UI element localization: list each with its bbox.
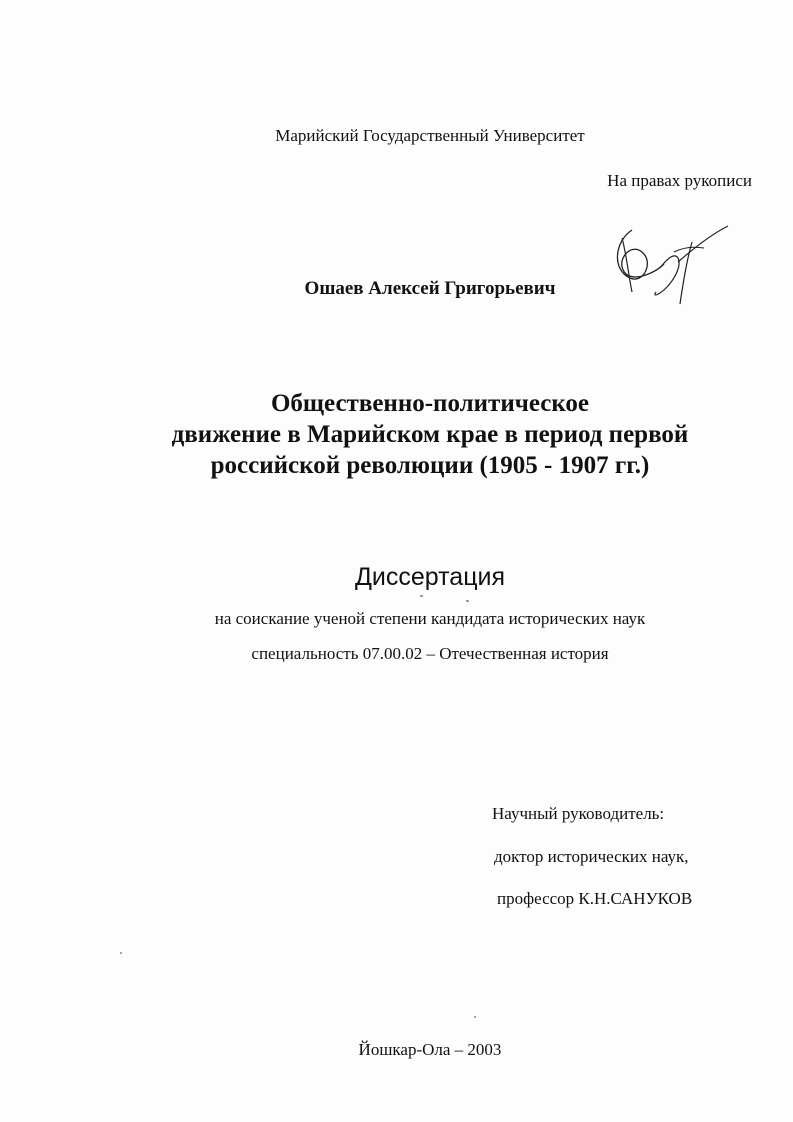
signature-icon — [604, 222, 732, 306]
scan-speck — [466, 600, 469, 602]
university-name: Марийский Государственный Университет — [275, 126, 585, 145]
scan-speck — [420, 595, 423, 597]
advisor-degree: доктор исторических наук, — [494, 847, 689, 866]
place-year: Йошкар-Ола – 2003 — [358, 1040, 502, 1059]
advisor-label: Научный руководитель: — [492, 804, 665, 823]
title-line-1: Общественно-политическое — [270, 390, 590, 417]
advisor-name: профессор К.Н.САНУКОВ — [497, 889, 693, 908]
author-name: Ошаев Алексей Григорьевич — [304, 278, 556, 299]
scan-speck — [474, 1016, 476, 1018]
degree-line: на соискание ученой степени кандидата исторических наук — [214, 609, 646, 628]
title-line-2: движение в Марийском крае в период первой — [171, 421, 689, 448]
scan-speck — [120, 952, 122, 954]
specialty-line: специальность 07.00.02 – Отечественная история — [251, 644, 609, 663]
document-type: Диссертация — [354, 563, 506, 591]
dissertation-title — [0, 388, 793, 481]
title-line-3: российской революции (1905 - 1907 гг.) — [210, 452, 650, 479]
manuscript-rights-note: На правах рукописи — [607, 171, 752, 190]
